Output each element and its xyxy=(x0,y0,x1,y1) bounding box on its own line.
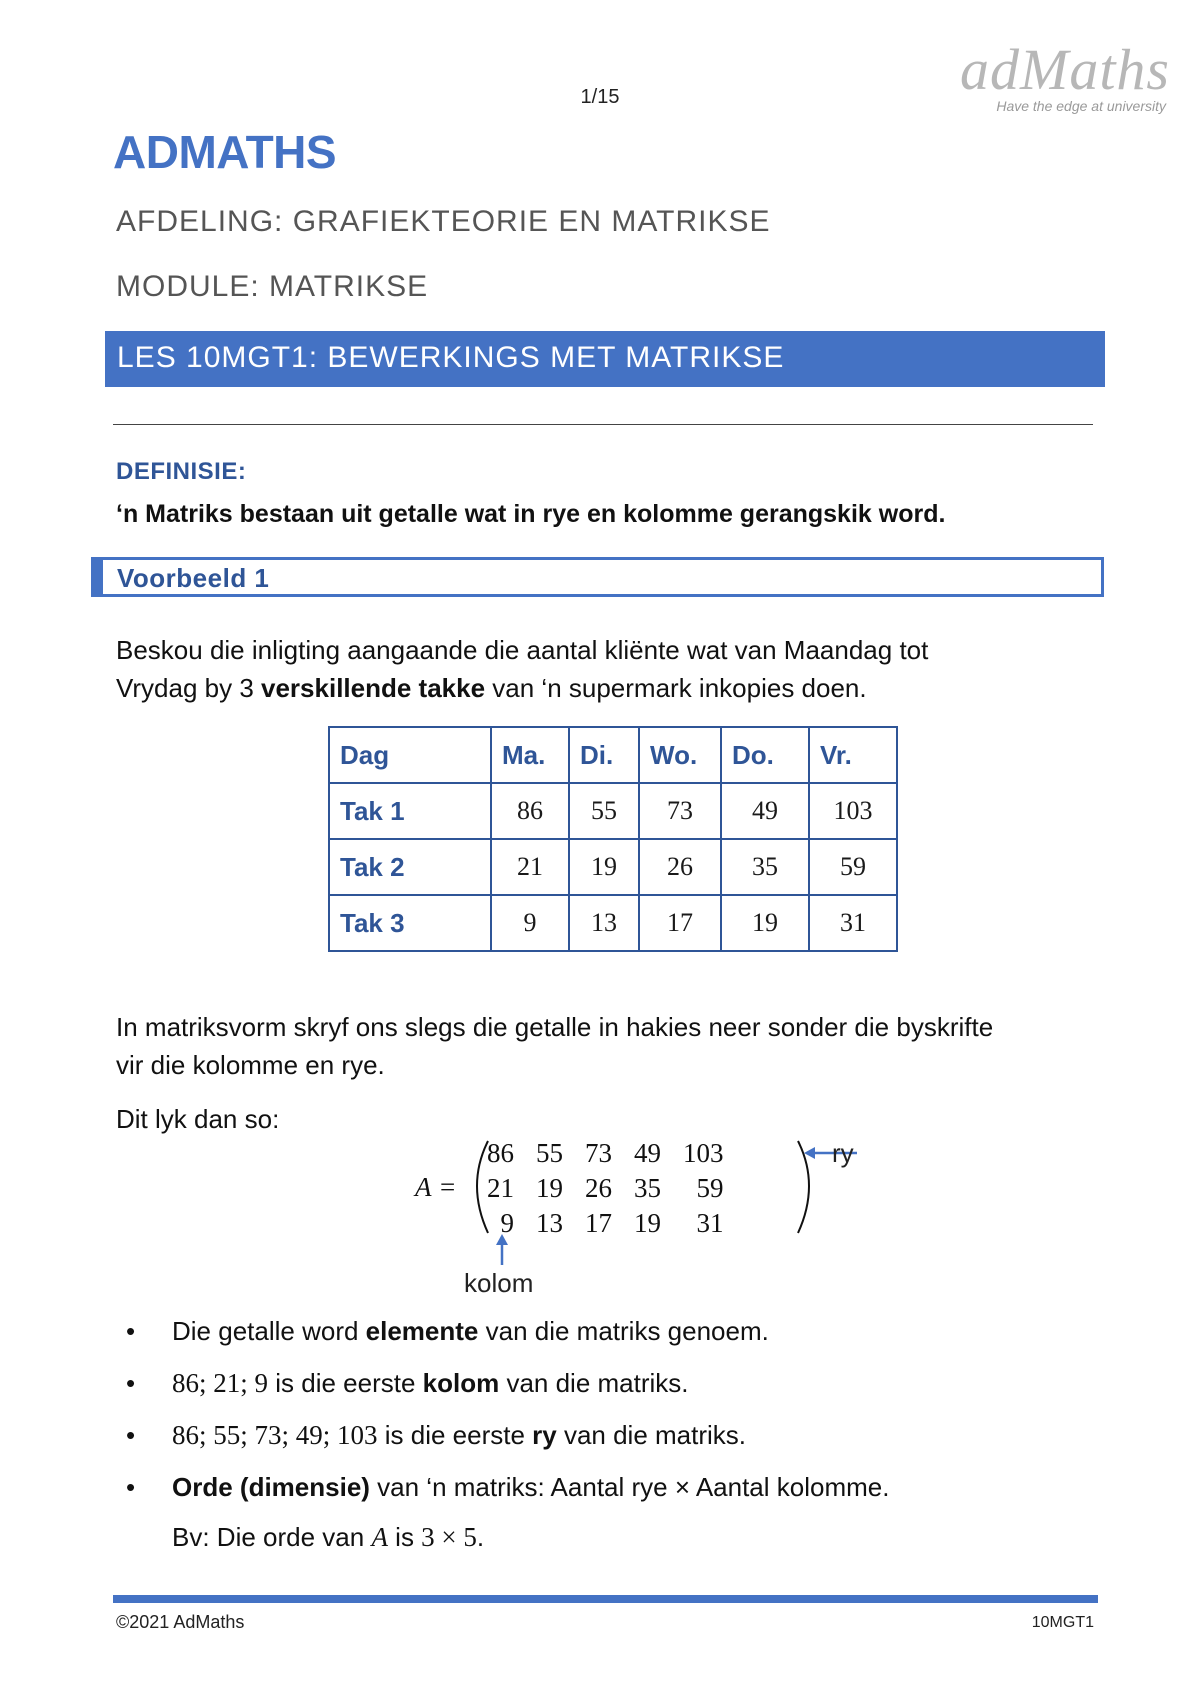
matrix-element: 17 xyxy=(585,1208,612,1238)
matrix-grid xyxy=(475,1135,736,1242)
bullet-text: Die getalle word xyxy=(172,1316,366,1346)
bullet-icon: • xyxy=(126,1316,136,1346)
bullet-text: van die matriks genoem. xyxy=(478,1316,769,1346)
matrix-row xyxy=(477,1207,734,1240)
table-row xyxy=(329,895,897,951)
bullet-text: van die matriks. xyxy=(556,1420,747,1450)
footer-copyright: ©2021 AdMaths xyxy=(116,1612,245,1632)
matrix-element: 13 xyxy=(536,1208,563,1238)
matrix-row xyxy=(477,1172,734,1205)
table-header-row xyxy=(329,727,897,783)
example-label: Voorbeeld 1 xyxy=(117,563,270,593)
example-box xyxy=(91,557,1104,597)
matrix-name: A xyxy=(415,1172,432,1202)
bullet-math: 86; 21; 9 xyxy=(172,1368,269,1398)
intro-text: Vrydag by 3 xyxy=(116,673,262,703)
column-label-kolom: kolom xyxy=(464,1268,534,1298)
table-header-cell: Di. xyxy=(569,727,639,783)
bullet-icon: • xyxy=(126,1472,136,1502)
bullet-math: 86; 55; 73; 49; 103 xyxy=(172,1420,378,1450)
bullet-icon: • xyxy=(126,1420,136,1450)
bullet-text: is die eerste xyxy=(268,1368,423,1398)
table-row xyxy=(329,839,897,895)
matrix-element: 31 xyxy=(696,1208,724,1238)
explanation-line-1: In matriksvorm skryf ons slegs die getalle in hakies neer sonder die byskrifte xyxy=(116,1012,994,1042)
matrix-element: 19 xyxy=(634,1208,661,1238)
table-row xyxy=(329,783,897,839)
lesson-banner xyxy=(105,331,1105,387)
intro-line-1: Beskou die inligting aangaande die aantal kliënte wat van Maandag tot xyxy=(116,635,929,665)
table-header-cell: Dag xyxy=(329,727,491,783)
table-cell: 26 xyxy=(639,839,721,895)
table-cell: 19 xyxy=(569,839,639,895)
matrix-element: 103 xyxy=(683,1138,724,1168)
example-intro xyxy=(116,631,1096,707)
page-number: 1/15 xyxy=(580,86,620,108)
bullet-column xyxy=(172,1368,689,1399)
footer-code: 10MGT1 xyxy=(1031,1614,1094,1631)
table-header-cell: Do. xyxy=(721,727,809,783)
matrix-row xyxy=(477,1137,734,1170)
table-cell: 55 xyxy=(569,783,639,839)
matrix-element: 19 xyxy=(536,1173,563,1203)
bullet-text: Bv: Die orde van xyxy=(172,1522,372,1552)
equals-sign: = xyxy=(440,1172,456,1202)
matrix-element: 55 xyxy=(536,1138,563,1168)
bullet-bold: ry xyxy=(532,1420,557,1450)
bullet-math: 3 × 5 xyxy=(421,1522,477,1552)
footer-bar xyxy=(113,1595,1098,1603)
bullet-text: is die eerste xyxy=(377,1420,533,1450)
section-heading: AFDELING: GRAFIEKTEORIE EN MATRIKSE xyxy=(116,205,771,238)
bullet-icon: • xyxy=(126,1368,136,1398)
lesson-title: LES 10MGT1: BEWERKINGS MET MATRIKSE xyxy=(117,341,785,374)
bullet-bold: Orde (dimensie) xyxy=(172,1472,370,1502)
table-cell: 13 xyxy=(569,895,639,951)
row-label-ry: ry xyxy=(832,1138,854,1168)
table-cell: 35 xyxy=(721,839,809,895)
bullet-row xyxy=(172,1420,746,1451)
table-cell: 103 xyxy=(809,783,897,839)
matrix-intro: Dit lyk dan so: xyxy=(116,1104,280,1134)
bullet-math: A xyxy=(371,1522,388,1552)
explanation-line-2: vir die kolomme en rye. xyxy=(116,1050,385,1080)
row-label: Tak 2 xyxy=(329,839,491,895)
table-cell: 17 xyxy=(639,895,721,951)
order-example xyxy=(172,1522,484,1553)
logo-tagline: Have the edge at university xyxy=(996,98,1166,114)
matrix-display xyxy=(410,1135,890,1275)
table-cell: 73 xyxy=(639,783,721,839)
intro-text: van ‘n supermark inkopies doen. xyxy=(485,673,867,703)
matrix-element: 9 xyxy=(500,1208,514,1238)
bullet-bold: elemente xyxy=(365,1316,479,1346)
bullet-text: . xyxy=(476,1522,485,1552)
table-cell: 49 xyxy=(721,783,809,839)
intro-line-2 xyxy=(116,669,1096,707)
matrix-element: 86 xyxy=(487,1138,514,1168)
module-heading: MODULE: MATRIKSE xyxy=(116,270,429,303)
definition-text: ‘n Matriks bestaan uit getalle wat in rye en kolomme gerangskik word. xyxy=(116,500,946,528)
row-label: Tak 1 xyxy=(329,783,491,839)
table-cell: 19 xyxy=(721,895,809,951)
customer-table xyxy=(328,726,898,952)
matrix-element: 49 xyxy=(634,1138,661,1168)
table-cell: 86 xyxy=(491,783,569,839)
admaths-logo xyxy=(900,37,1170,114)
bullet-order xyxy=(172,1472,889,1503)
bullet-text: van ‘n matriks: Aantal rye × Aantal kolomme. xyxy=(369,1472,890,1502)
divider xyxy=(113,424,1093,425)
table-cell: 31 xyxy=(809,895,897,951)
matrix-element: 73 xyxy=(585,1138,612,1168)
matrix-element: 21 xyxy=(487,1173,514,1203)
bullet-text: is xyxy=(387,1522,422,1552)
table-header-cell: Vr. xyxy=(809,727,897,783)
brand-title: ADMATHS xyxy=(113,126,337,178)
intro-bold: verskillende takke xyxy=(261,673,486,703)
table-cell: 21 xyxy=(491,839,569,895)
row-label: Tak 3 xyxy=(329,895,491,951)
table-header-cell: Ma. xyxy=(491,727,569,783)
table-cell: 9 xyxy=(491,895,569,951)
matrix-element: 35 xyxy=(634,1173,661,1203)
table-cell: 59 xyxy=(809,839,897,895)
bullet-text: van die matriks. xyxy=(499,1368,689,1398)
matrix-element: 59 xyxy=(696,1173,724,1203)
table-header-cell: Wo. xyxy=(639,727,721,783)
matrix-element: 26 xyxy=(585,1173,612,1203)
bullet-bold: kolom xyxy=(422,1368,500,1398)
matrix-explanation xyxy=(116,1008,1096,1084)
logo-text: adMaths xyxy=(960,37,1170,102)
bullet-elements xyxy=(172,1316,769,1347)
definition-heading: DEFINISIE: xyxy=(116,458,247,485)
